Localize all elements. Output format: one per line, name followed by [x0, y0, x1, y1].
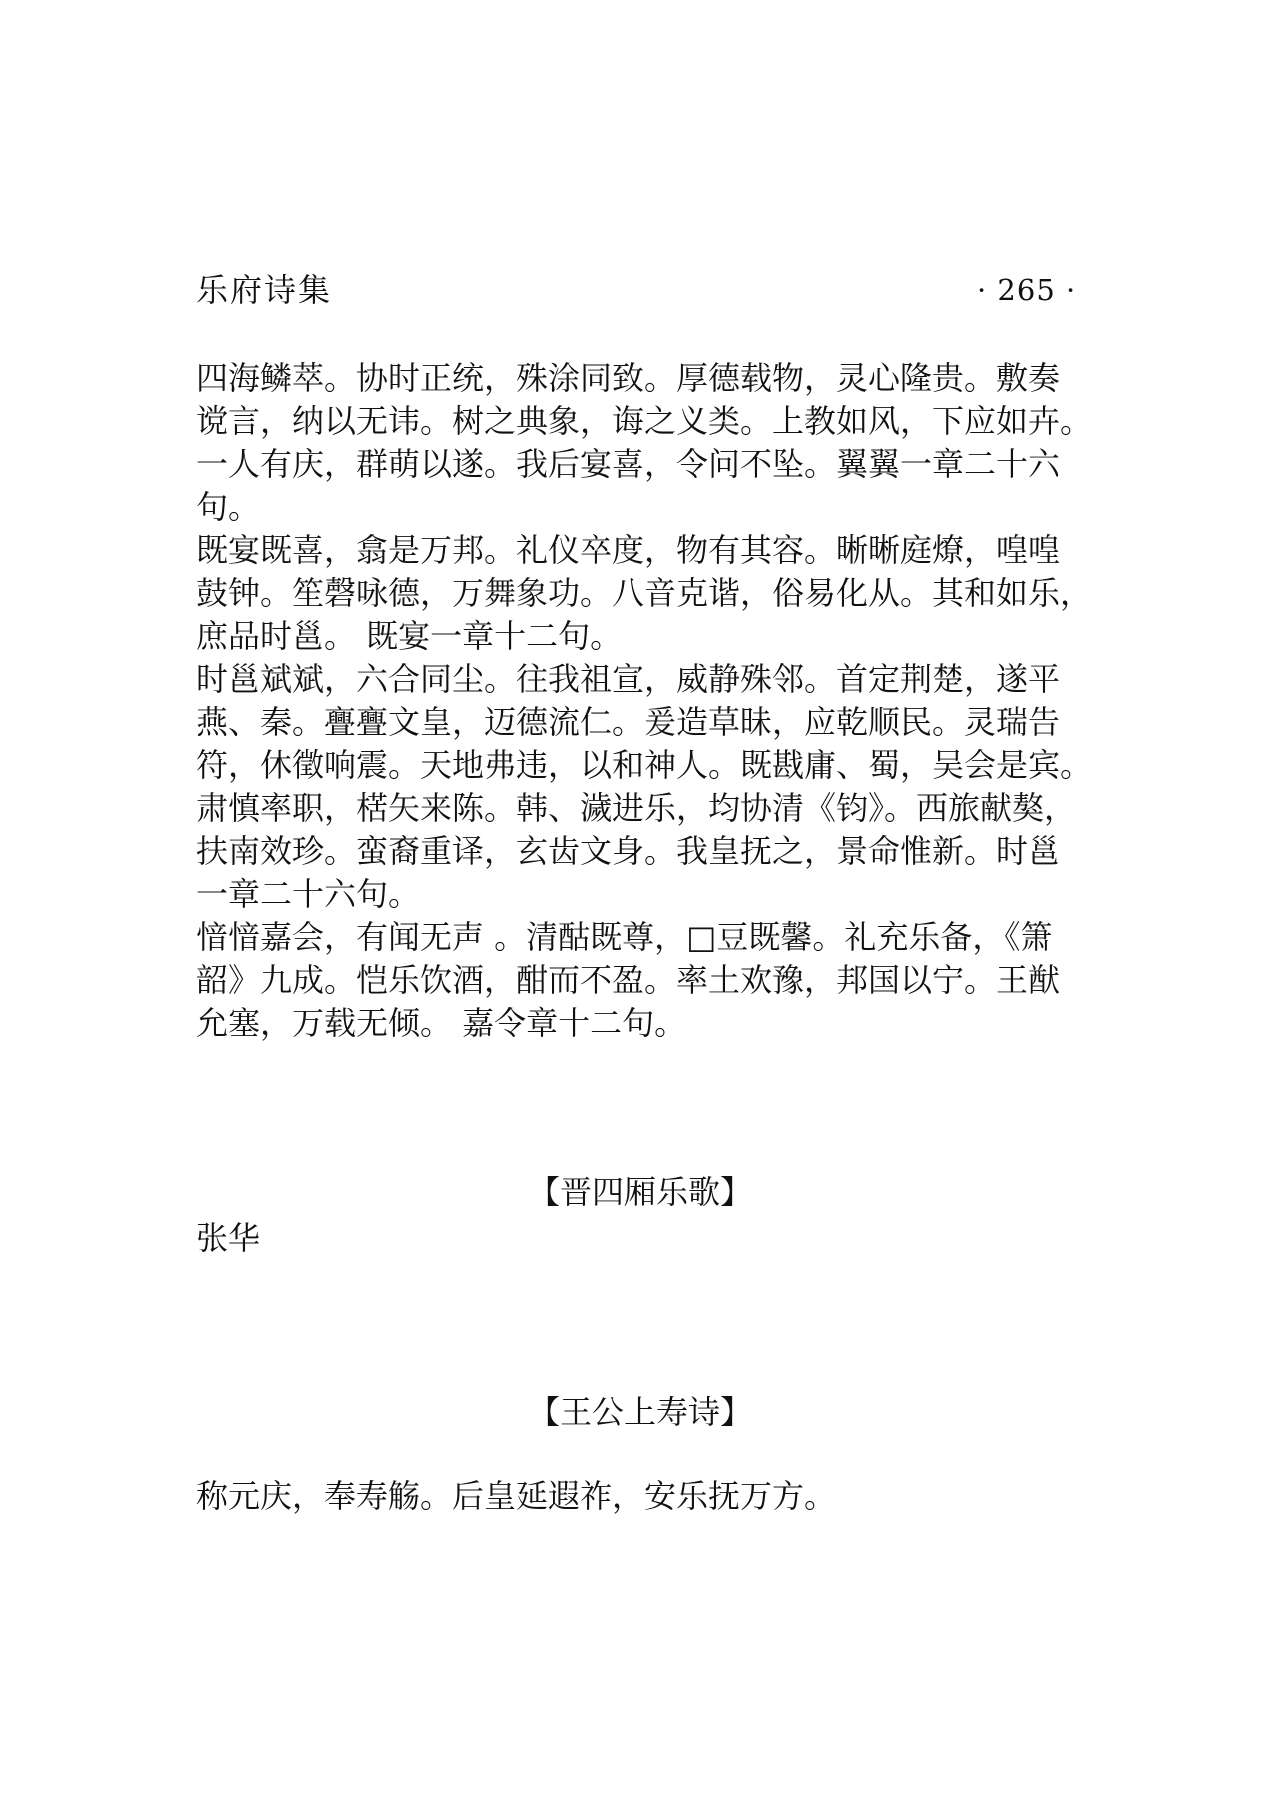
text-line: 句。	[196, 488, 261, 526]
text-line: 时邕斌斌，六合同尘。往我祖宣，威静殊邻。首定荆楚，遂平	[196, 660, 1061, 698]
text-line: 谠言，纳以无讳。树之典象，诲之义类。上教如风，下应如卉。	[196, 402, 1093, 440]
poem-stanza-1	[196, 357, 1116, 529]
poem-stanza-3	[196, 658, 1116, 916]
section-title-jin-sixiang-yuege: 【晋四厢乐歌】	[528, 1173, 753, 1211]
poem-stanza-2	[196, 529, 1116, 658]
section-title-wanggong-shangshou-shi: 【王公上寿诗】	[528, 1393, 753, 1431]
poem-stanza-4	[196, 916, 1116, 1045]
text-line: 庶品时邕。 既宴一章十二句。	[196, 617, 623, 655]
text-line: 韶》九成。恺乐饮酒，酣而不盈。率土欢豫，邦国以宁。王猷	[196, 961, 1061, 999]
text-line: 肃慎率职，楛矢来陈。韩、濊进乐，均协清《钧》。西旅献獒，	[196, 789, 1077, 827]
text-line: 扶南效珍。蛮裔重译，玄齿文身。我皇抚之，景命惟新。时邕	[196, 832, 1061, 870]
text-line: 一人有庆，群萌以遂。我后宴喜，令问不坠。翼翼一章二十六	[196, 445, 1061, 483]
author-name: 张华	[196, 1219, 261, 1257]
text-line: 四海鳞萃。协时正统，殊涂同致。厚德载物，灵心隆贵。敷奏	[196, 359, 1061, 397]
page-number: · 265 ·	[977, 273, 1077, 307]
text-line: 既宴既喜，翕是万邦。礼仪卒度，物有其容。晰晰庭燎，喤喤	[196, 531, 1061, 569]
text-line: 鼓钟。笙磬咏德，万舞象功。八音克谐，俗易化从。其和如乐，	[196, 574, 1093, 612]
text-line: 愔愔嘉会，有闻无声 。清酤既尊，□豆既馨。礼充乐备，《箫	[196, 918, 1053, 956]
text-line: 一章二十六句。	[196, 875, 421, 913]
poem-body	[196, 357, 1116, 1045]
text-line: 燕、秦。亹亹文皇，迈德流仁。爰造草昧，应乾顺民。灵瑞告	[196, 703, 1061, 741]
text-line: 允塞，万载无倾。 嘉令章十二句。	[196, 1004, 687, 1042]
text-line: 符，休徵响震。天地弗违，以和神人。既戡庸、蜀，吴会是宾。	[196, 746, 1093, 784]
book-title: 乐府诗集	[196, 271, 333, 309]
verse-text: 称元庆，奉寿觞。后皇延遐祚，安乐抚万方。	[196, 1477, 837, 1515]
